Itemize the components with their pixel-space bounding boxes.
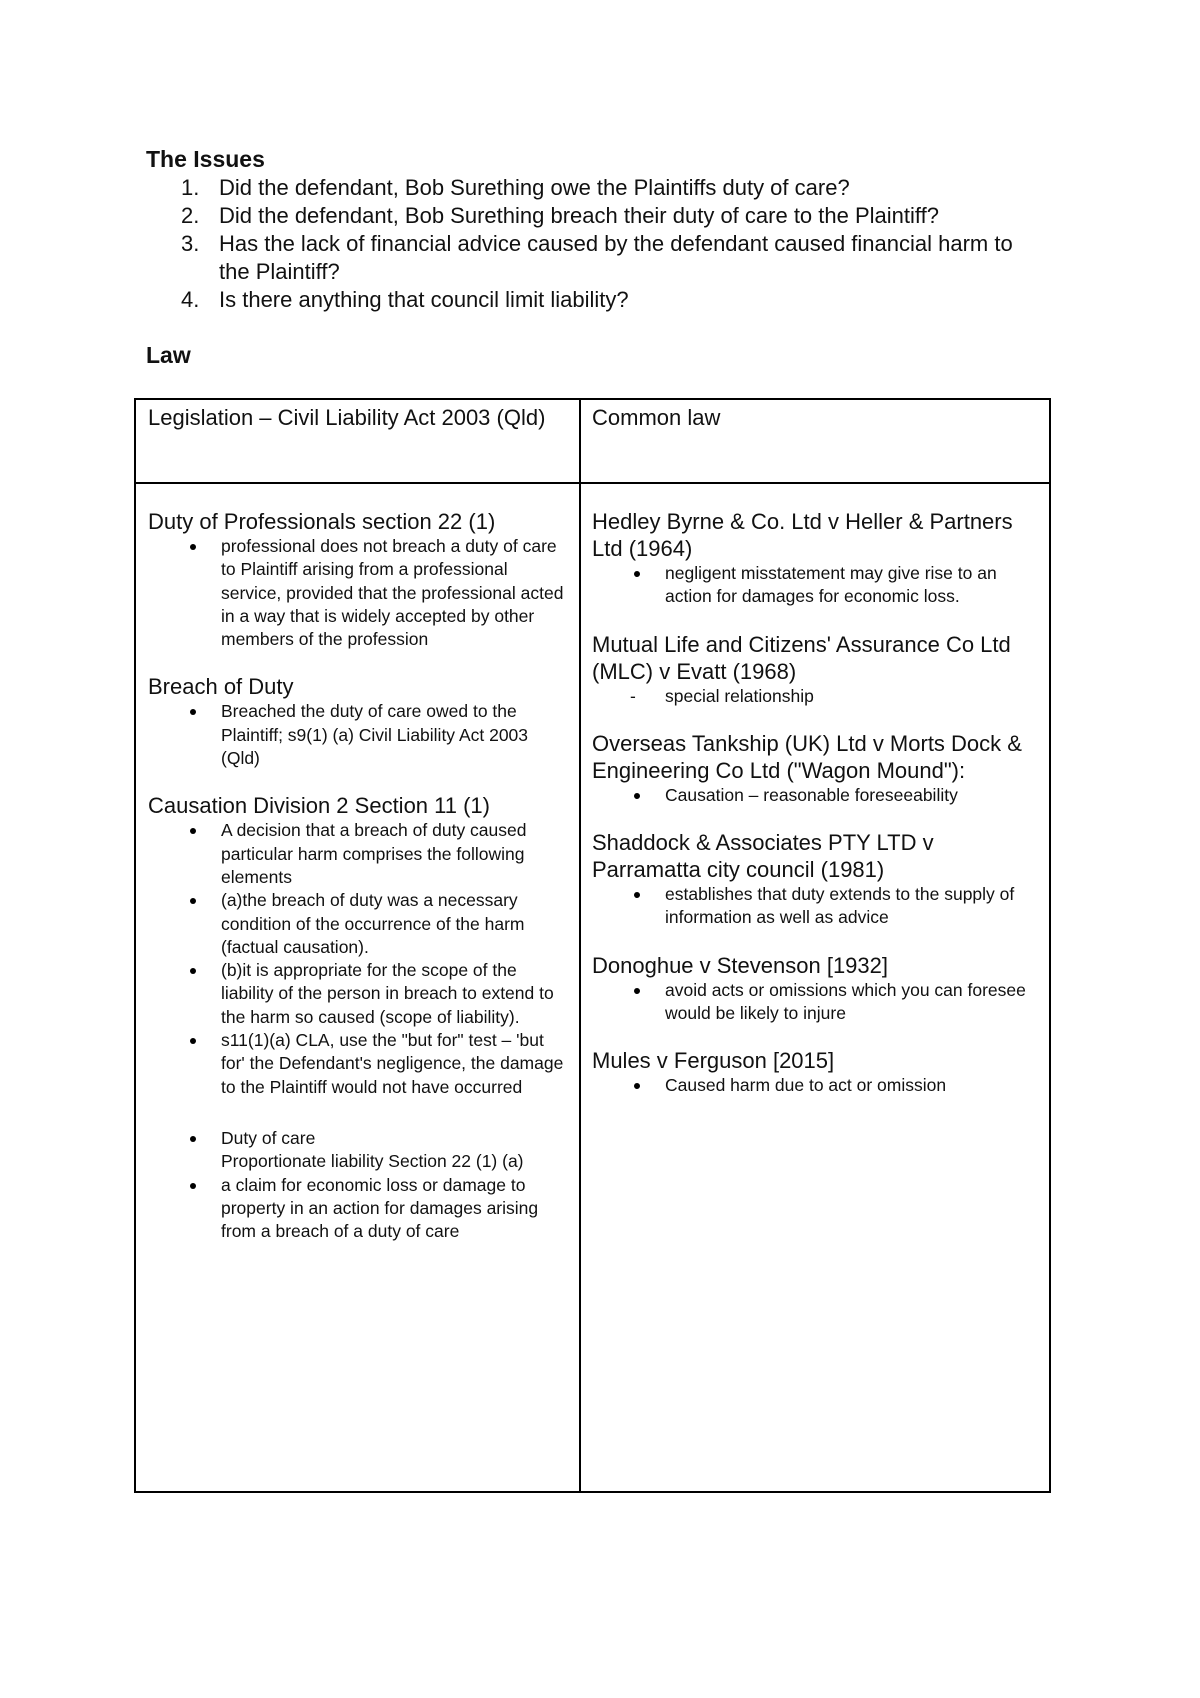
list-item xyxy=(592,1074,1042,1097)
bullet-text: professional does not breach a duty of care to Plaintiff arising from a professional service, provided that the professional acted in a way that is widely accepted by other members of the profession xyxy=(221,536,564,650)
issue-number: 1. xyxy=(181,175,200,200)
legislation-header: Legislation – Civil Liability Act 2003 (Qld) xyxy=(148,405,546,430)
bullet-icon xyxy=(190,709,196,715)
list-item xyxy=(592,784,1042,807)
issue-text: Is there anything that council limit liability? xyxy=(219,287,629,312)
list-item xyxy=(592,685,1042,708)
legislation-column xyxy=(148,508,570,1243)
list-item xyxy=(592,883,1042,930)
common-law-column xyxy=(592,508,1042,1098)
law-table xyxy=(134,398,1051,1493)
breach-section-title: Breach of Duty xyxy=(148,674,294,700)
bullet-icon xyxy=(190,898,196,904)
column-divider xyxy=(579,400,581,1491)
bullet-icon xyxy=(634,1083,640,1089)
bullet-text: avoid acts or omissions which you can foresee would be likely to injure xyxy=(665,979,1026,1024)
list-item xyxy=(592,562,1042,609)
proportionate-liability-text: Proportionate liability Section 22 (1) (a) xyxy=(221,1151,524,1172)
bullet-icon xyxy=(190,1136,196,1142)
bullet-text: negligent misstatement may give rise to an action for damages for economic loss. xyxy=(665,563,997,607)
list-item xyxy=(148,959,570,1029)
dash-icon: - xyxy=(630,685,636,706)
duty-section-title: Duty of Professionals section 22 (1) xyxy=(148,509,496,534)
bullet-icon xyxy=(634,892,640,898)
bullet-icon xyxy=(190,828,196,834)
issue-item xyxy=(146,286,1046,314)
common-law-header: Common law xyxy=(592,405,721,430)
issues-list xyxy=(146,174,1046,314)
list-item xyxy=(148,1029,570,1099)
bullet-text: Caused harm due to act or omission xyxy=(665,1075,947,1096)
bullet-icon xyxy=(190,968,196,974)
bullet-icon xyxy=(634,571,640,577)
bullet-text: s11(1)(a) CLA, use the "but for" test – 'but for' the Defendant's negligence, the damage to the Plaintiff would not have occurred xyxy=(221,1030,564,1097)
bullet-text xyxy=(221,1127,570,1174)
bullet-text: a claim for economic loss or damage to property in an action for damages arising from a breach of a duty of care xyxy=(221,1174,539,1242)
bullet-icon xyxy=(634,793,640,799)
issues-heading: The Issues xyxy=(146,146,265,172)
bullet-text: establishes that duty extends to the supply of information as well as advice xyxy=(665,884,1015,928)
law-heading: Law xyxy=(146,342,191,368)
issue-item xyxy=(146,230,1046,286)
issue-item xyxy=(146,174,1046,202)
issue-number: 3. xyxy=(181,231,200,256)
list-item xyxy=(148,889,570,959)
list-item xyxy=(148,1174,570,1244)
causation-section-title: Causation Division 2 Section 11 (1) xyxy=(148,793,490,819)
list-item xyxy=(148,700,570,770)
issue-text: Did the defendant, Bob Surething owe the Plaintiffs duty of care? xyxy=(219,175,850,200)
issue-item xyxy=(146,202,1046,230)
bullet-text: (b)it is appropriate for the scope of the liability of the person in breach to extend to the harm so caused (scope of liability). xyxy=(221,960,554,1027)
issue-text: Did the defendant, Bob Surething breach their duty of care to the Plaintiff? xyxy=(219,203,939,228)
case-title: Overseas Tankship (UK) Ltd v Morts Dock & Engineering Co Ltd ("Wagon Mound"): xyxy=(592,730,1022,783)
bullet-icon xyxy=(634,988,640,994)
bullet-text: Causation – reasonable foreseeability xyxy=(665,784,958,805)
header-divider xyxy=(136,482,1049,484)
duty-of-care-text: Duty of care xyxy=(221,1127,316,1148)
case-title: Hedley Byrne & Co. Ltd v Heller & Partners Ltd (1964) xyxy=(592,509,1013,561)
list-item xyxy=(592,979,1042,1026)
bullet-text: special relationship xyxy=(665,685,814,706)
issue-number: 4. xyxy=(181,287,200,312)
case-title: Mutual Life and Citizens' Assurance Co Ltd (MLC) v Evatt (1968) xyxy=(592,631,1011,684)
case-title: Donoghue v Stevenson [1932] xyxy=(592,952,889,978)
case-title: Shaddock & Associates PTY LTD v Parramatta city council (1981) xyxy=(592,830,934,883)
bullet-icon xyxy=(190,1183,196,1189)
bullet-text: Breached the duty of care owed to the Plaintiff; s9(1) (a) Civil Liability Act 2003 (Qld) xyxy=(221,701,529,769)
list-item xyxy=(148,535,570,651)
bullet-icon xyxy=(190,1038,196,1044)
case-title: Mules v Ferguson [2015] xyxy=(592,1048,835,1074)
bullet-text: (a)the breach of duty was a necessary condition of the occurrence of the harm (factual causation). xyxy=(221,890,525,957)
issue-text: Has the lack of financial advice caused by the defendant caused financial harm to the Plaintiff? xyxy=(219,231,1013,284)
list-item xyxy=(148,1127,570,1174)
issue-number: 2. xyxy=(181,203,200,228)
list-item xyxy=(148,819,570,889)
bullet-text: A decision that a breach of duty caused particular harm comprises the following elements xyxy=(221,820,527,887)
bullet-icon xyxy=(190,544,196,550)
